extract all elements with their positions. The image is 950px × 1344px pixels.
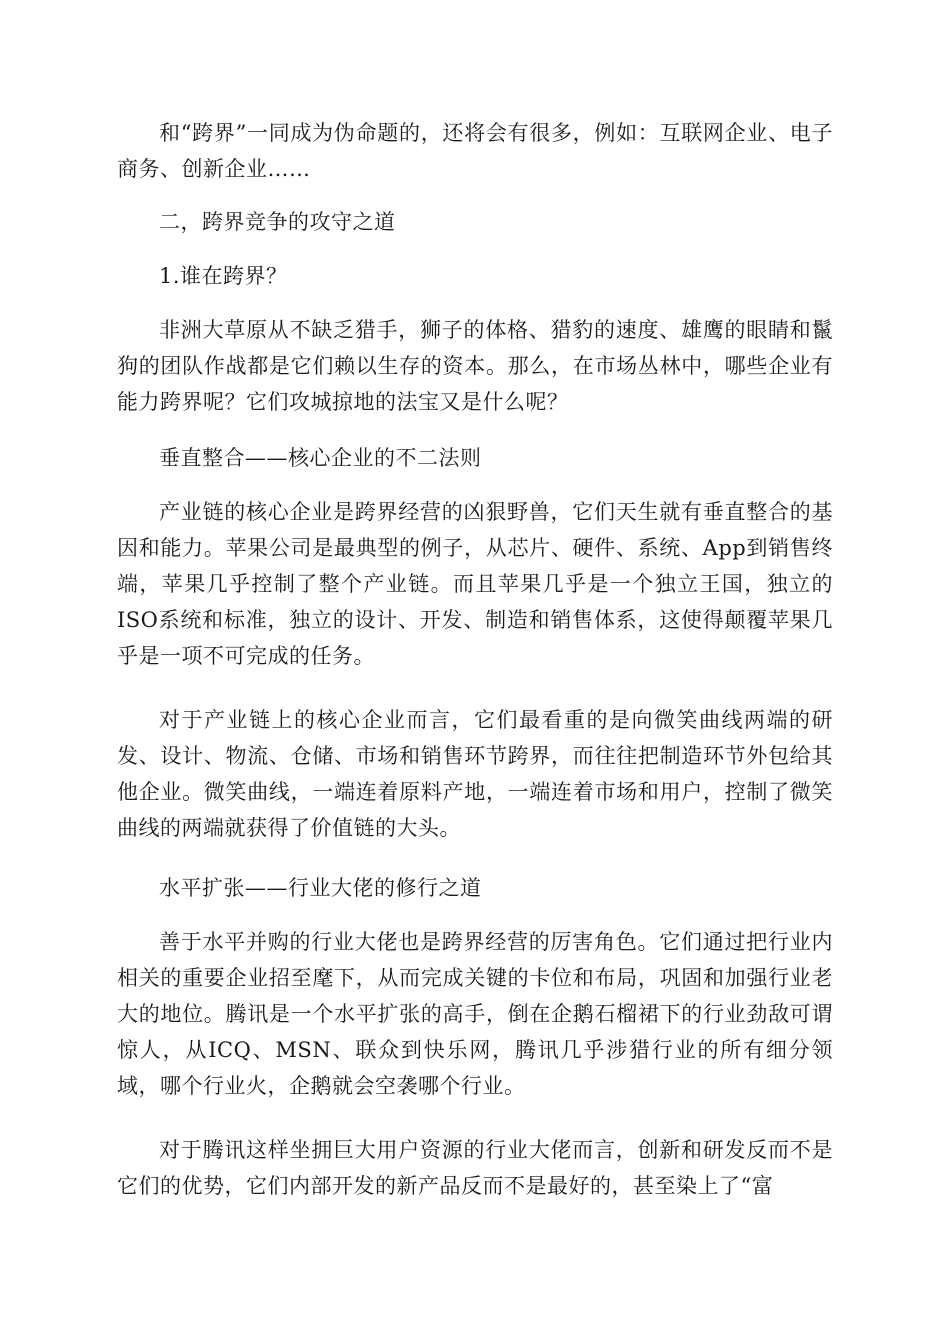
heading-horizontal-expansion <box>117 870 833 906</box>
paragraph-text: 产业链的核心企业是跨界经营的凶狠野兽，它们天生就有垂直整合的基因和能力。苹果公司是最典型的例子，从芯片、硬件、系统、App到销售终端，苹果几乎控制了整个产业链。而且苹果几乎是一个独立王国，独立的ISO系统和标准，独立的设计、开发、制造和销售体系，这使得颠覆苹果几乎是一项不可完成的任务。 <box>117 500 833 668</box>
paragraph-text: 善于水平并购的行业大佬也是跨界经营的厉害角色。它们通过把行业内相关的重要企业招至麾下，从而完成关键的卡位和布局，巩固和加强行业老大的地位。腾讯是一个水平扩张的高手，倒在企鹅石榴裙下的行业劲敌可谓惊人，从ICQ、MSN、联众到快乐网，腾讯几乎涉猎行业的所有细分领域，哪个行业火，企鹅就会空袭哪个行业。 <box>117 930 833 1098</box>
heading-text: 水平扩张——行业大佬的修行之道 <box>159 876 482 900</box>
heading-vertical-integration <box>117 440 833 476</box>
paragraph-smile-curve <box>117 702 833 846</box>
subsection-heading <box>117 258 833 294</box>
section-heading-text: 二，跨界竞争的攻守之道 <box>159 210 396 234</box>
paragraph-text: 非洲大草原从不缺乏猎手，狮子的体格、猎豹的速度、雄鹰的眼睛和鬣狗的团队作战都是它们赖以生存的资本。那么，在市场丛林中，哪些企业有能力跨界呢？它们攻城掠地的法宝又是什么呢？ <box>117 318 833 414</box>
paragraph-apple <box>117 494 833 674</box>
paragraph-savanna <box>117 312 833 420</box>
section-heading <box>117 204 833 240</box>
paragraph-intro <box>117 115 833 187</box>
paragraph-tencent <box>117 924 833 1104</box>
subsection-heading-text: 1.谁在跨界？ <box>159 264 288 288</box>
paragraph-text: 和“跨界”一同成为伪命题的，还将会有很多，例如：互联网企业、电子商务、创新企业…… <box>117 121 833 181</box>
heading-text: 垂直整合——核心企业的不二法则 <box>159 446 482 470</box>
paragraph-text: 对于产业链上的核心企业而言，它们最看重的是向微笑曲线两端的研发、设计、物流、仓储、市场和销售环节跨界，而往往把制造环节外包给其他企业。微笑曲线，一端连着原料产地，一端连着市场和用户，控制了微笑曲线的两端就获得了价值链的大头。 <box>117 708 833 840</box>
paragraph-text: 对于腾讯这样坐拥巨大用户资源的行业大佬而言，创新和研发反而不是它们的优势，它们内部开发的新产品反而不是最好的，甚至染上了“富 <box>117 1138 833 1198</box>
paragraph-tencent-users <box>117 1132 833 1204</box>
